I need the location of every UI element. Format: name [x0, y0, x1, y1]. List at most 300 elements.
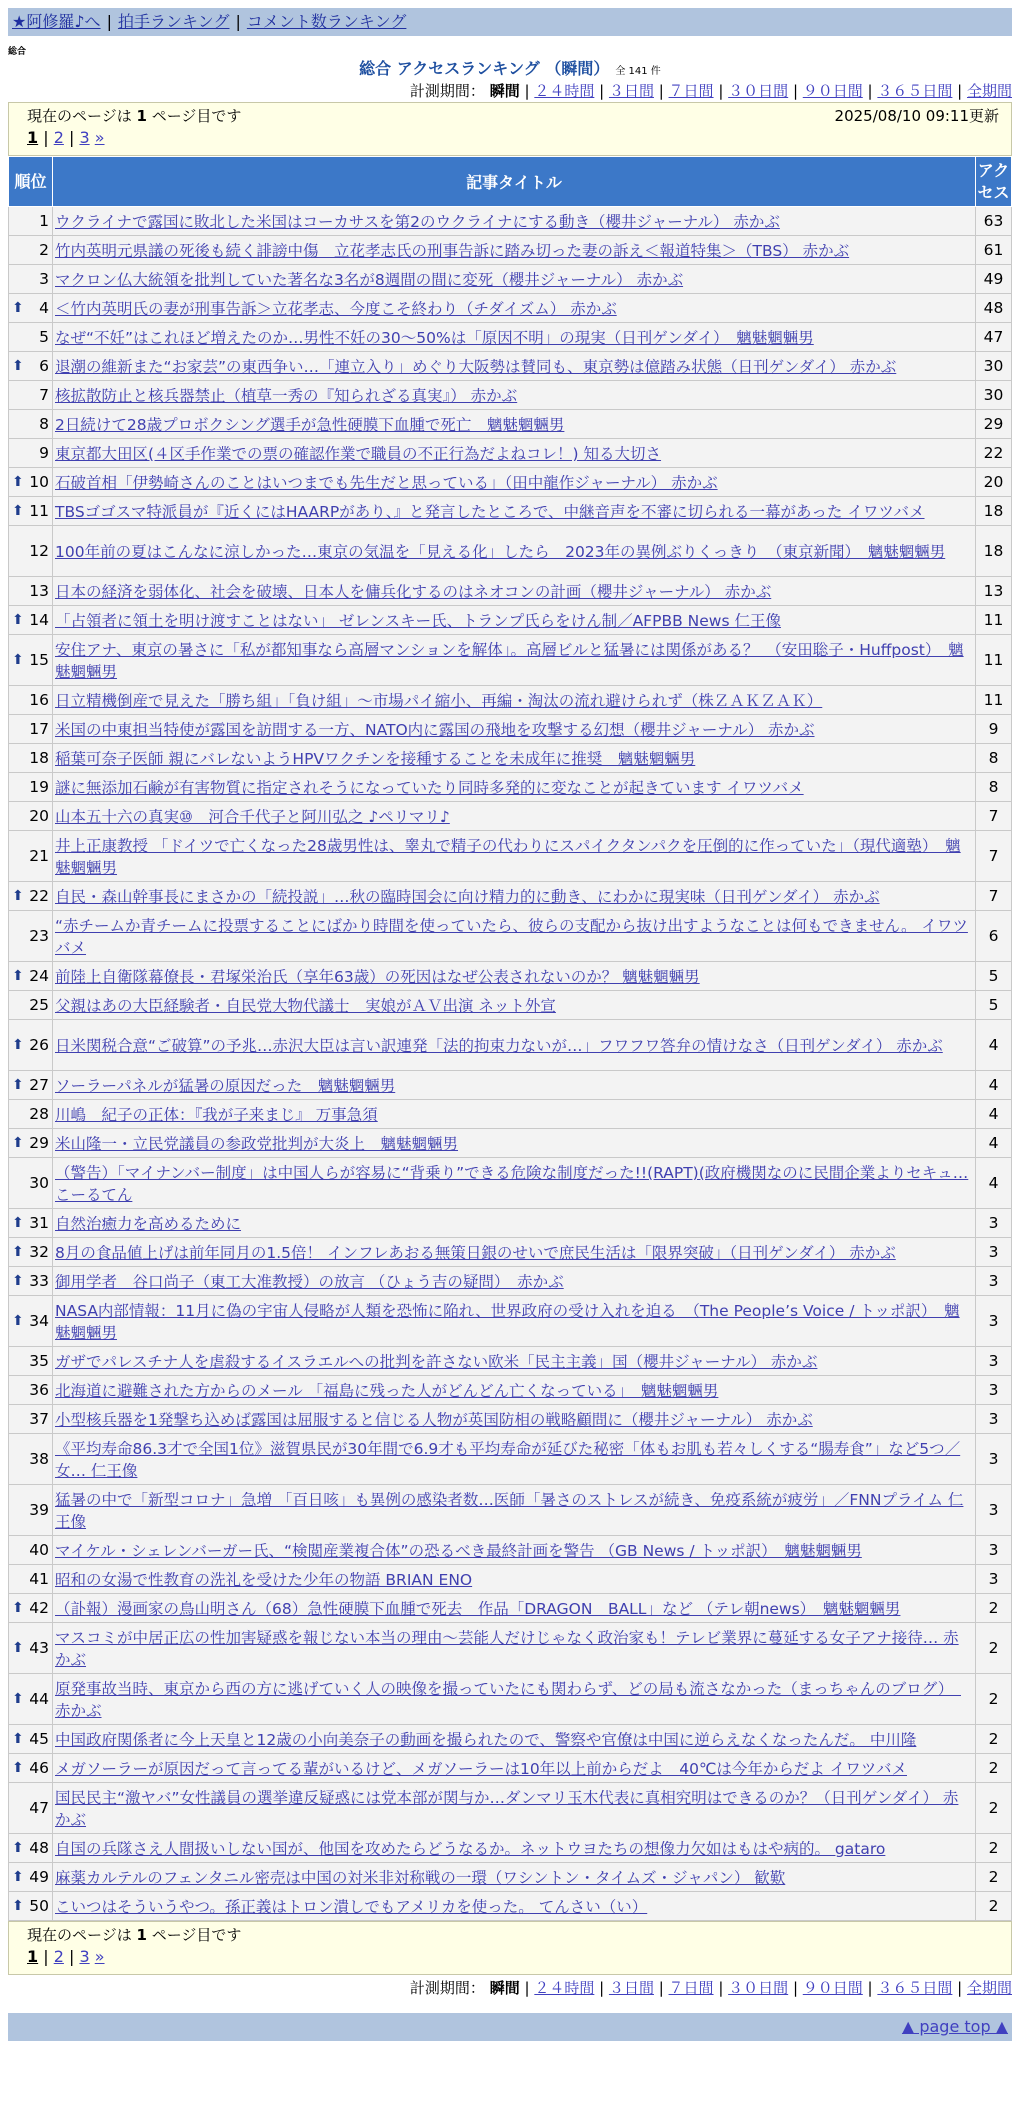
table-row — [9, 1783, 1012, 1834]
article-title-link[interactable]: 100年前の夏はこんなに涼しかった…東京の気温を「見える化」したら 2023年の異例ぶりくっきり （東京新聞） 魑魅魍魎男 — [55, 543, 946, 561]
title-cell — [53, 744, 976, 773]
top-nav-bar: ★阿修羅♪へ | 拍手ランキング | コメント数ランキング — [8, 8, 1012, 36]
table-row — [9, 1536, 1012, 1565]
period-selector-top — [8, 80, 1012, 102]
article-title-link[interactable]: 日本の経済を弱体化、社会を破壊、日本人を傭兵化するのはネオコンの計画（櫻井ジャーナル） 赤かぶ — [55, 583, 772, 601]
article-title-link[interactable]: 父親はあの大臣経験者・自民党大物代議士 実娘がＡＶ出演 ネット外宣 — [55, 997, 556, 1015]
rank-up-arrow-icon: ⬆ — [12, 503, 24, 519]
table-row — [9, 468, 1012, 497]
nav-link-clap-ranking[interactable]: 拍手ランキング — [117, 12, 230, 31]
title-cell — [53, 1863, 976, 1892]
table-row — [9, 1594, 1012, 1623]
table-row — [9, 1129, 1012, 1158]
title-cell — [53, 991, 976, 1020]
rank-cell — [9, 1863, 53, 1892]
updated-timestamp: 2025/08/10 09:11更新 — [834, 107, 999, 125]
article-title-link[interactable]: 前陸上自衛隊幕僚長・君塚栄治氏（享年63歳）の死因はなぜ公表されないのか？ 魑魅魍魎男 — [55, 968, 700, 986]
rank-cell — [9, 1536, 53, 1565]
access-count: 30 — [976, 352, 1012, 381]
rank-up-arrow-icon: ⬆ — [12, 300, 24, 316]
table-row — [9, 1071, 1012, 1100]
article-title-link[interactable]: マイケル・シェレンバーガー氏、“検閲産業複合体”の恐るべき最終計画を警告 （GB News / トッポ訳） 魑魅魍魎男 — [55, 1542, 862, 1560]
access-count: 3 — [976, 1434, 1012, 1485]
table-row — [9, 526, 1012, 577]
article-title-link[interactable]: マクロン仏大統領を批判していた著名な3名が8週間の間に変死（櫻井ジャーナル） 赤かぶ — [55, 271, 684, 289]
access-count: 2 — [976, 1892, 1012, 1921]
access-count: 7 — [976, 831, 1012, 882]
rank-number: 39 — [29, 1501, 49, 1519]
rank-number: 15 — [29, 651, 49, 669]
table-row — [9, 911, 1012, 962]
access-count: 3 — [976, 1267, 1012, 1296]
rank-number: 47 — [29, 1799, 49, 1817]
article-title-link[interactable]: ＜竹内英明氏の妻が刑事告訴＞立花孝志、今度こそ終わり（チダイズム） 赤かぶ — [55, 300, 617, 318]
title-cell — [53, 1834, 976, 1863]
rank-up-arrow-icon: ⬆ — [12, 1731, 24, 1747]
rank-number: 32 — [29, 1243, 49, 1261]
article-title-link[interactable]: 原発事故当時、東京から西の方に逃げていく人の映像を撮っていたにも関わらず、どの局も流さなかった（まっちゃんのブログ） 赤かぶ — [55, 1680, 961, 1720]
rank-up-arrow-icon: ⬆ — [12, 1898, 24, 1914]
article-title-link[interactable]: 日米関税合意“ご破算”の予兆…赤沢大臣は言い訳連発「法的拘束力ないが…」フワフワ答弁の情けなさ（日刊ゲンダイ） 赤かぶ — [55, 1037, 943, 1055]
article-title-link[interactable]: 麻薬カルテルのフェンタニル密売は中国の対米非対称戦の一環（ワシントン・タイムズ・ジャパン） 歓歎 — [55, 1869, 786, 1887]
rank-number: 7 — [39, 386, 49, 404]
article-title-link[interactable]: 東京都大田区(４区手作業での票の確認作業で職員の不正行為だよねコレ！) 知る大切さ — [55, 445, 662, 463]
current-page: 1 — [27, 1947, 39, 1966]
article-title-link[interactable]: 日立精機倒産で見えた「勝ち組」「負け組」～市場パイ縮小、再編・淘汰の流れ避けられず（株ＺＡＫＺＡＫ） — [55, 692, 823, 710]
access-count: 4 — [976, 1071, 1012, 1100]
article-title-link[interactable]: 石破首相「伊勢崎さんのことはいつまでも先生だと思っている」（田中龍作ジャーナル） 赤かぶ — [55, 474, 718, 492]
title-cell — [53, 1267, 976, 1296]
period-label: 計測期間： — [409, 82, 485, 100]
period-current: 瞬間 — [489, 82, 520, 100]
page-link[interactable]: 2 — [53, 1947, 64, 1966]
rank-cell — [9, 831, 53, 882]
rank-cell — [9, 1020, 53, 1071]
access-count: 8 — [976, 773, 1012, 802]
article-title-link[interactable]: 核拡散防止と核兵器禁止（植草一秀の『知られざる真実』） 赤かぶ — [55, 387, 518, 405]
title-cell — [53, 1783, 976, 1834]
rank-cell — [9, 882, 53, 911]
access-count: 7 — [976, 882, 1012, 911]
ranking-title-row — [8, 58, 1012, 80]
access-count: 8 — [976, 744, 1012, 773]
rank-cell — [9, 410, 53, 439]
article-title-link[interactable]: 山本五十六の真実⑩ 河合千代子と阿川弘之 ♪ペリマリ♪ — [55, 808, 450, 826]
rank-number: 24 — [29, 967, 49, 985]
title-cell — [53, 207, 976, 236]
rank-cell — [9, 1754, 53, 1783]
article-title-link[interactable]: 自国の兵隊さえ人間扱いしない国が、他国を攻めたらどうなるか。ネットウヨたちの想像力欠如はもはや病的。 gataro — [55, 1840, 886, 1858]
title-cell — [53, 1376, 976, 1405]
access-count: 3 — [976, 1209, 1012, 1238]
table-row — [9, 962, 1012, 991]
article-title-link[interactable]: 謎に無添加石鹸が有害物質に指定されそうになっていたり同時多発的に変なことが起きています イワツバメ — [55, 779, 804, 797]
rank-cell — [9, 1623, 53, 1674]
rank-number: 25 — [29, 996, 49, 1014]
article-title-link[interactable]: 稲葉可奈子医師 親にバレないようHPVワクチンを接種することを未成年に推奨 魑魅魍魎男 — [55, 750, 696, 768]
rank-up-arrow-icon: ⬆ — [12, 1313, 24, 1329]
rank-number: 16 — [29, 691, 49, 709]
table-row — [9, 236, 1012, 265]
table-row — [9, 1863, 1012, 1892]
access-count: 29 — [976, 410, 1012, 439]
title-cell — [53, 1347, 976, 1376]
access-count: 3 — [976, 1238, 1012, 1267]
rank-cell — [9, 773, 53, 802]
table-row — [9, 1347, 1012, 1376]
title-cell — [53, 1296, 976, 1347]
rank-number: 18 — [29, 749, 49, 767]
rank-cell — [9, 1071, 53, 1100]
table-row — [9, 1267, 1012, 1296]
access-count: 3 — [976, 1405, 1012, 1434]
title-cell — [53, 635, 976, 686]
rank-up-arrow-icon: ⬆ — [12, 1869, 24, 1885]
table-row — [9, 207, 1012, 236]
col-header-title: 記事タイトル — [53, 157, 976, 207]
rank-up-arrow-icon: ⬆ — [12, 1691, 24, 1707]
article-title-link[interactable]: ソーラーパネルが猛暑の原因だった 魑魅魍魎男 — [55, 1077, 396, 1095]
table-row — [9, 1674, 1012, 1725]
rank-number: 28 — [29, 1105, 49, 1123]
rank-up-arrow-icon: ⬆ — [12, 1273, 24, 1289]
col-header-access: アクセス — [976, 157, 1012, 207]
rank-number: 44 — [29, 1690, 49, 1708]
rank-cell — [9, 294, 53, 323]
period-selector-bottom — [8, 1977, 1012, 1999]
access-count: 63 — [976, 207, 1012, 236]
rank-up-arrow-icon: ⬆ — [12, 1760, 24, 1776]
article-title-link[interactable]: 川嶋 紀子の正体：『我が子来まじ』 万事急須 — [55, 1106, 378, 1124]
rank-cell — [9, 1238, 53, 1267]
table-row — [9, 802, 1012, 831]
access-count: 3 — [976, 1376, 1012, 1405]
access-count: 20 — [976, 468, 1012, 497]
access-count: 4 — [976, 1100, 1012, 1129]
period-option-link[interactable]: ９０日間 — [802, 82, 863, 100]
table-row — [9, 1754, 1012, 1783]
page-link[interactable]: 3 — [79, 1947, 90, 1966]
table-row — [9, 882, 1012, 911]
title-cell — [53, 606, 976, 635]
rank-number: 38 — [29, 1450, 49, 1468]
access-count: 3 — [976, 1347, 1012, 1376]
rank-up-arrow-icon: ⬆ — [12, 1640, 24, 1656]
rank-number: 40 — [29, 1541, 49, 1559]
rank-cell — [9, 1434, 53, 1485]
article-title-link[interactable]: 安住アナ、東京の暑さに「私が都知事なら高層マンションを解体」。高層ビルと猛暑には関係がある？ （安田聡子・Huffpost） 魑魅魍魎男 — [55, 641, 964, 681]
title-cell — [53, 1158, 976, 1209]
article-title-link[interactable]: ウクライナで露国に敗北した米国はコーカサスを第2のウクライナにする動き（櫻井ジャーナル） 赤かぶ — [55, 213, 780, 231]
rank-cell — [9, 1158, 53, 1209]
table-row — [9, 1020, 1012, 1071]
nav-link-asyura[interactable]: ★阿修羅♪へ — [12, 12, 101, 31]
page-title: 総合 アクセスランキング （瞬間） — [359, 59, 610, 78]
rank-number: 1 — [39, 212, 49, 230]
rank-number: 42 — [29, 1599, 49, 1617]
period-option-link[interactable]: ７日間 — [668, 1979, 714, 1997]
rank-up-arrow-icon: ⬆ — [12, 1135, 24, 1151]
rank-number: 45 — [29, 1730, 49, 1748]
title-cell — [53, 1623, 976, 1674]
table-row — [9, 744, 1012, 773]
article-title-link[interactable]: 「占領者に領土を明け渡すことはない」 ゼレンスキー氏、トランプ氏らをけん制／AFPBB News 仁王像 — [55, 612, 781, 630]
article-title-link[interactable]: マスコミが中居正広の性加害疑惑を報じない本当の理由～芸能人だけじゃなく政治家も！テレビ業界に蔓延する女子アナ接待… 赤かぶ — [55, 1629, 959, 1669]
table-row — [9, 1892, 1012, 1921]
rank-cell — [9, 802, 53, 831]
rank-cell — [9, 1347, 53, 1376]
table-row — [9, 1725, 1012, 1754]
rank-cell — [9, 381, 53, 410]
title-cell — [53, 381, 976, 410]
section-tag: 総合 — [8, 47, 27, 57]
title-cell — [53, 1071, 976, 1100]
rank-cell — [9, 635, 53, 686]
rank-number: 33 — [29, 1272, 49, 1290]
rank-cell — [9, 606, 53, 635]
title-cell — [53, 410, 976, 439]
title-cell — [53, 1020, 976, 1071]
access-count: 6 — [976, 911, 1012, 962]
rank-number: 23 — [29, 927, 49, 945]
rank-number: 10 — [29, 473, 49, 491]
access-count: 4 — [976, 1129, 1012, 1158]
rank-up-arrow-icon: ⬆ — [12, 1037, 24, 1053]
page-top-link[interactable]: ▲ page top ▲ — [901, 2017, 1008, 2036]
period-option-link[interactable]: ２４時間 — [534, 82, 595, 100]
title-cell — [53, 497, 976, 526]
article-title-link[interactable]: 米山隆一・立民党議員の参政党批判が大炎上 魑魅魍魎男 — [55, 1135, 459, 1153]
article-title-link[interactable]: （訃報）漫画家の鳥山明さん（68）急性硬膜下血腫で死去 作品「DRAGON BALL」など （テレ朝news） 魑魅魍魎男 — [55, 1600, 901, 1618]
rank-number: 35 — [29, 1352, 49, 1370]
rank-up-arrow-icon: ⬆ — [12, 1600, 24, 1616]
title-cell — [53, 802, 976, 831]
article-title-link[interactable]: なぜ“不妊”はこれほど増えたのか…男性不妊の30～50%は「原因不明」の現実（日刊ゲンダイ） 魑魅魍魎男 — [55, 329, 814, 347]
page-link[interactable]: 2 — [53, 128, 64, 147]
access-count: 18 — [976, 526, 1012, 577]
rank-cell — [9, 526, 53, 577]
access-count: 3 — [976, 1565, 1012, 1594]
access-count: 18 — [976, 497, 1012, 526]
page-info-text: 現在のページは 1 ページ目です — [27, 107, 242, 125]
title-cell — [53, 1485, 976, 1536]
rank-cell — [9, 1674, 53, 1725]
period-option-link[interactable]: ３日間 — [608, 1979, 654, 1997]
table-row — [9, 1485, 1012, 1536]
rank-cell — [9, 468, 53, 497]
period-option-link[interactable]: ７日間 — [668, 82, 714, 100]
title-cell — [53, 1754, 976, 1783]
article-title-link[interactable]: 中国政府関係者に今上天皇と12歳の小向美奈子の動画を撮られたので、警察や官僚は中国に逆らえなくなったんだ。 中川隆 — [55, 1731, 917, 1749]
table-row — [9, 1238, 1012, 1267]
current-page: 1 — [27, 128, 39, 147]
rank-cell — [9, 236, 53, 265]
title-cell — [53, 1405, 976, 1434]
access-count: 61 — [976, 236, 1012, 265]
article-title-link[interactable]: 北海道に避難された方からのメール 「福島に残った人がどんどん亡くなっている」 魑魅魍魎男 — [55, 1382, 719, 1400]
article-title-link[interactable]: 小型核兵器を1発撃ち込めば露国は屈服すると信じる人物が英国防相の戦略顧問に（櫻井ジャーナル） 赤かぶ — [55, 1411, 813, 1429]
article-title-link[interactable]: 国民民主“激ヤバ”女性議員の選挙違反疑惑には党本部が関与か…ダンマリ玉木代表に真相究明はできるのか？（日刊ゲンダイ） 赤かぶ — [55, 1789, 959, 1829]
table-row — [9, 991, 1012, 1020]
title-cell — [53, 1674, 976, 1725]
rank-number: 43 — [29, 1639, 49, 1657]
rank-number: 13 — [29, 582, 49, 600]
rank-cell — [9, 686, 53, 715]
article-title-link[interactable]: 8月の食品値上げは前年同月の1.5倍！ インフレあおる無策日銀のせいで庶民生活は「限界突破」（日刊ゲンダイ） 赤かぶ — [55, 1244, 896, 1262]
next-page-link[interactable]: » — [94, 1947, 105, 1966]
title-cell — [53, 882, 976, 911]
period-label: 計測期間： — [409, 1979, 485, 1997]
rank-up-arrow-icon: ⬆ — [12, 1077, 24, 1093]
period-option-link[interactable]: ３日間 — [608, 82, 654, 100]
access-count: 30 — [976, 381, 1012, 410]
article-title-link[interactable]: TBSゴゴスマ特派員が『近くにはHAARPがあり、』と発言したところで、中継音声を不審に切られる一幕があった イワツバメ — [55, 503, 925, 521]
rank-number: 19 — [29, 778, 49, 796]
rank-cell — [9, 1405, 53, 1434]
rank-up-arrow-icon: ⬆ — [12, 1840, 24, 1856]
access-count: 4 — [976, 1020, 1012, 1071]
title-cell — [53, 1725, 976, 1754]
title-cell — [53, 1434, 976, 1485]
table-row — [9, 635, 1012, 686]
rank-cell — [9, 1565, 53, 1594]
rank-cell — [9, 1376, 53, 1405]
table-row — [9, 773, 1012, 802]
table-row — [9, 1405, 1012, 1434]
title-cell — [53, 352, 976, 381]
rank-cell — [9, 962, 53, 991]
article-title-link[interactable]: 2日続けて28歳プロボクシング選手が急性硬膜下血腫で死亡 魑魅魍魎男 — [55, 416, 565, 434]
article-title-link[interactable]: “赤チームか青チームに投票することにばかり時間を使っていたら、彼らの支配から抜け出すようなことは何もできません。 イワツバメ — [55, 917, 968, 957]
title-cell — [53, 831, 976, 882]
ranking-table — [8, 156, 1012, 1921]
title-cell — [53, 294, 976, 323]
access-count: 13 — [976, 577, 1012, 606]
period-option-link[interactable]: ９０日間 — [802, 1979, 863, 1997]
pagination-box-top — [8, 102, 1012, 156]
article-title-link[interactable]: メガソーラーが原因だって言ってる輩がいるけど、メガソーラーは10年以上前からだよ 40℃は今年からだよ イワツバメ — [55, 1760, 907, 1778]
period-current: 瞬間 — [489, 1979, 520, 1997]
rank-number: 5 — [39, 328, 49, 346]
rank-up-arrow-icon: ⬆ — [12, 968, 24, 984]
article-title-link[interactable]: 《平均寿命86.3才で全国1位》滋賀県民が30年間で6.9才も平均寿命が延びた秘密「体もお肌も若々しくする“腸寿食”」など5つ／女… 仁王像 — [55, 1440, 961, 1480]
page-link[interactable]: 3 — [79, 128, 90, 147]
next-page-link[interactable]: » — [94, 128, 105, 147]
period-option-link[interactable]: ３０日間 — [728, 82, 789, 100]
rank-number: 48 — [29, 1839, 49, 1857]
access-count: 2 — [976, 1594, 1012, 1623]
rank-number: 27 — [29, 1076, 49, 1094]
article-title-link[interactable]: 自然治癒力を高めるために — [55, 1215, 242, 1233]
access-count: 2 — [976, 1725, 1012, 1754]
bottom-bar — [8, 2013, 1012, 2041]
rank-cell — [9, 911, 53, 962]
article-title-link[interactable]: 米国の中東担当特使が露国を訪問する一方、NATO内に露国の飛地を攻撃する幻想（櫻井ジャーナル） 赤かぶ — [55, 721, 815, 739]
period-option-link[interactable]: 全期間 — [966, 1979, 1012, 1997]
access-count: 22 — [976, 439, 1012, 468]
rank-number: 3 — [39, 270, 49, 288]
period-option-link[interactable]: ３６５日間 — [877, 1979, 953, 1997]
access-count: 11 — [976, 635, 1012, 686]
access-count: 3 — [976, 1485, 1012, 1536]
table-row — [9, 1376, 1012, 1405]
access-count: 47 — [976, 323, 1012, 352]
rank-number: 37 — [29, 1410, 49, 1428]
rank-number: 30 — [29, 1174, 49, 1192]
table-row — [9, 686, 1012, 715]
article-title-link[interactable]: 井上正康教授 「ドイツで亡くなった28歳男性は、睾丸で精子の代わりにスパイクタンパクを圧倒的に作っていた」（現代適塾） 魑魅魍魎男 — [55, 837, 961, 877]
rank-cell — [9, 1129, 53, 1158]
article-title-link[interactable]: 自民・森山幹事長にまさかの「続投説」…秋の臨時国会に向け精力的に動き、にわかに現実味（日刊ゲンダイ） 赤かぶ — [55, 888, 880, 906]
rank-cell — [9, 1267, 53, 1296]
rank-cell — [9, 323, 53, 352]
rank-number: 46 — [29, 1759, 49, 1777]
article-title-link[interactable]: 猛暑の中で「新型コロナ」急増 「百日咳」も異例の感染者数…医師「暑さのストレスが続き、免疫系統が疲労」／FNNプライム 仁王像 — [55, 1491, 964, 1531]
period-links: | ２４時間 | ３日間 | ７日間 | ３０日間 | ９０日間 | ３６５日間 | 全期間 — [524, 1979, 1012, 1997]
access-count: 11 — [976, 606, 1012, 635]
rank-number: 12 — [29, 542, 49, 560]
period-option-link[interactable]: ２４時間 — [534, 1979, 595, 1997]
nav-link-comment-ranking[interactable]: コメント数ランキング — [246, 12, 407, 31]
pager: 1 | 2 | 3 » — [27, 1947, 105, 1966]
rank-cell — [9, 1783, 53, 1834]
table-row — [9, 410, 1012, 439]
period-option-link[interactable]: ３６５日間 — [877, 82, 953, 100]
rank-number: 9 — [39, 444, 49, 462]
table-row — [9, 294, 1012, 323]
title-cell — [53, 1536, 976, 1565]
access-count: 2 — [976, 1834, 1012, 1863]
article-title-link[interactable]: 竹内英明元県議の死後も続く誹謗中傷 立花孝志氏の刑事告訴に踏み切った妻の訴え＜報道特集＞（TBS） 赤かぶ — [55, 242, 850, 260]
rank-cell — [9, 1100, 53, 1129]
period-option-link[interactable]: 全期間 — [966, 82, 1012, 100]
table-row — [9, 1623, 1012, 1674]
access-count: 49 — [976, 265, 1012, 294]
rank-up-arrow-icon: ⬆ — [12, 358, 24, 374]
article-title-link[interactable]: ガザでパレスチナ人を虐殺するイスラエルへの批判を許さない欧米「民主主義」国（櫻井ジャーナル） 赤かぶ — [55, 1353, 818, 1371]
title-cell — [53, 1100, 976, 1129]
title-cell — [53, 468, 976, 497]
table-row — [9, 497, 1012, 526]
title-cell — [53, 715, 976, 744]
table-row — [9, 439, 1012, 468]
period-option-link[interactable]: ３０日間 — [728, 1979, 789, 1997]
rank-cell — [9, 497, 53, 526]
title-cell — [53, 962, 976, 991]
article-title-link[interactable]: 昭和の女湯で性教育の洗礼を受けた少年の物語 BRIAN ENO — [55, 1571, 473, 1589]
pager: 1 | 2 | 3 » — [27, 128, 105, 147]
access-count: 4 — [976, 1158, 1012, 1209]
access-count: 7 — [976, 802, 1012, 831]
rank-up-arrow-icon: ⬆ — [12, 612, 24, 628]
title-cell — [53, 1594, 976, 1623]
rank-number: 50 — [29, 1897, 49, 1915]
title-cell — [53, 1129, 976, 1158]
title-cell — [53, 911, 976, 962]
title-cell — [53, 773, 976, 802]
article-title-link[interactable]: 御用学者 谷口尚子（東工大准教授）の放言 （ひょう吉の疑問） 赤かぶ — [55, 1273, 564, 1291]
rank-up-arrow-icon: ⬆ — [12, 1215, 24, 1231]
table-row — [9, 577, 1012, 606]
rank-up-arrow-icon: ⬆ — [12, 474, 24, 490]
article-title-link[interactable]: こいつはそういうやつ。孫正義はトロン潰しでもアメリカを使った。 てんさい（い） — [55, 1898, 648, 1916]
article-title-link[interactable]: NASA内部情報：11月に偽の宇宙人侵略が人類を恐怖に陥れ、世界政府の受け入れを迫る （The People’s Voice / トッポ訳） 魑魅魍魎男 — [55, 1302, 960, 1342]
article-title-link[interactable]: （警告）「マイナンバー制度」は中国人らが容易に“背乗り”できる危険な制度だった!!(RAPT)(政府機関なのに民間企業よりセキュ… こーるてん — [55, 1164, 969, 1204]
table-row — [9, 1209, 1012, 1238]
title-cell — [53, 439, 976, 468]
title-cell — [53, 577, 976, 606]
article-title-link[interactable]: 退潮の維新また“お家芸”の東西争い…「連立入り」めぐり大阪勢は賛同も、東京勢は億踏み状態（日刊ゲンダイ） 赤かぶ — [55, 358, 897, 376]
